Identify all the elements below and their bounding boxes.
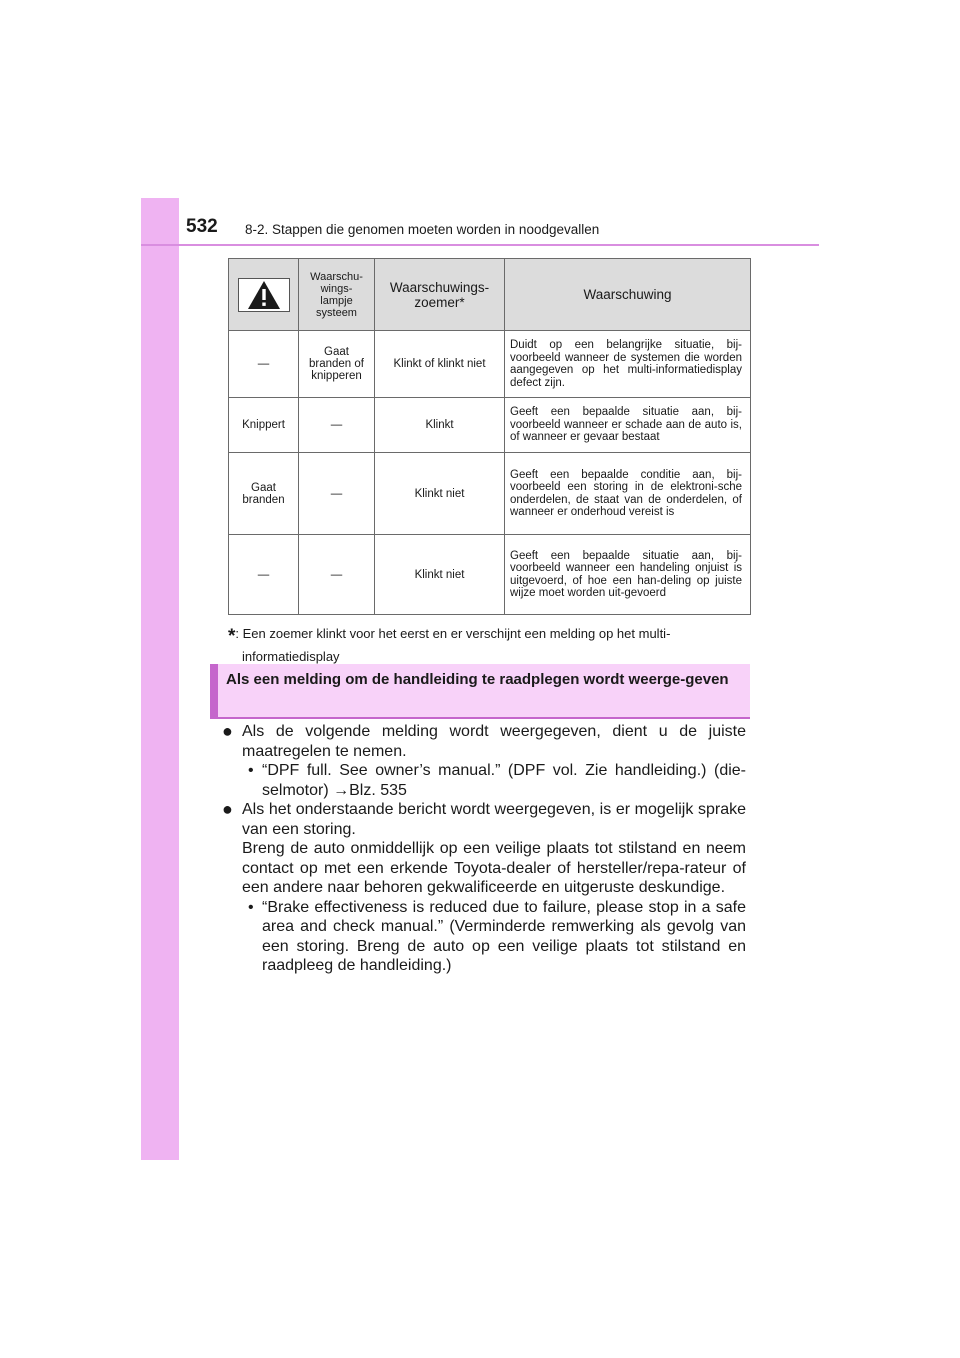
warning-cell: Geeft een bepaalde conditie aan, bij-voorbeeld een storing in de elektroni-sche onderdelen, de staat van de onderdelen, of wanneer er onderhoud vereist is bbox=[505, 453, 751, 535]
indicator-cell: — bbox=[229, 331, 299, 398]
list-item bbox=[222, 722, 746, 800]
header-rule bbox=[141, 244, 819, 246]
list-item bbox=[222, 800, 746, 976]
sub-bullet-text: “Brake effectiveness is reduced due to failure, please stop in a safe area and check manual.” (Verminderde remwerking als gevolg van een storing. Breng de auto op een veilige plaats tot stilstand en raadpleeg de handleiding.) bbox=[262, 898, 746, 974]
sub-bullet-icon: • bbox=[248, 762, 254, 779]
table-row bbox=[229, 535, 751, 615]
footnote bbox=[228, 624, 750, 667]
bullet-icon: ● bbox=[222, 799, 233, 819]
table-header-row bbox=[229, 259, 751, 331]
buzzer-cell: Klinkt bbox=[375, 398, 505, 453]
bullet-icon: ● bbox=[222, 721, 233, 741]
warning-triangle-icon bbox=[238, 278, 290, 312]
bullet-text: Als het onderstaande bericht wordt weergegeven, is er mogelijk sprake van een storing. bbox=[242, 801, 746, 838]
sub-list-item bbox=[248, 761, 746, 800]
table-row bbox=[229, 453, 751, 535]
lamp-header: Waarschu- wings- lampje systeem bbox=[299, 259, 375, 331]
table-row bbox=[229, 398, 751, 453]
side-tab-bar bbox=[141, 198, 179, 1160]
body-text bbox=[222, 722, 746, 976]
lamp-cell: — bbox=[299, 453, 375, 535]
indicator-cell: — bbox=[229, 535, 299, 615]
bullet-text: Als de volgende melding wordt weergegeven, dient u de juiste maatregelen te nemen. bbox=[242, 723, 746, 760]
buzzer-cell: Klinkt of klinkt niet bbox=[375, 331, 505, 398]
buzzer-cell: Klinkt niet bbox=[375, 453, 505, 535]
icon-header-cell bbox=[229, 259, 299, 331]
heading-rule bbox=[210, 717, 750, 719]
page-number: 532 bbox=[186, 216, 218, 237]
warning-table bbox=[228, 258, 751, 615]
footnote-marker: * bbox=[228, 626, 236, 647]
header-tab bbox=[141, 198, 179, 246]
lamp-cell: — bbox=[299, 535, 375, 615]
lamp-cell: — bbox=[299, 398, 375, 453]
indicator-cell: Gaat branden bbox=[229, 453, 299, 535]
warning-cell: Geeft een bepaalde situatie aan, bij-voorbeeld wanneer een handeling onjuist is uitgevoerd, of hoe een han-deling op juiste wijze moet worden uit-gevoerd bbox=[505, 535, 751, 615]
buzzer-header: Waarschuwings- zoemer* bbox=[375, 259, 505, 331]
footnote-line2: informatiedisplay bbox=[242, 649, 340, 664]
section-heading: Als een melding om de handleiding te raadplegen wordt weerge-geven bbox=[210, 664, 750, 717]
warning-header: Waarschuwing bbox=[505, 259, 751, 331]
footnote-line1: : Een zoemer klinkt voor het eerst en er verschijnt een melding op het multi- bbox=[235, 626, 671, 641]
lamp-cell: Gaat branden of knipperen bbox=[299, 331, 375, 398]
warning-cell: Duidt op een belangrijke situatie, bij-voorbeeld wanneer de systemen die worden aangegeven op het multi-informatiedisplay defect zijn. bbox=[505, 331, 751, 398]
table-row bbox=[229, 331, 751, 398]
sub-bullet-text: “DPF full. See owner’s manual.” (DPF vol. Zie handleiding.) (die-selmotor) →Blz. 535 bbox=[262, 762, 746, 799]
indicator-cell: Knippert bbox=[229, 398, 299, 453]
sub-list-item bbox=[248, 898, 746, 976]
sub-bullet-icon: • bbox=[248, 898, 254, 916]
bullet-continuation: Breng de auto onmiddellijk op een veilige plaats tot stilstand en neem contact op met een erkende Toyota-dealer of hersteller/repa-rateur of een andere naar behoren gekwalificeerde en uitgeruste deskundige. bbox=[242, 840, 746, 896]
buzzer-cell: Klinkt niet bbox=[375, 535, 505, 615]
warning-cell: Geeft een bepaalde situatie aan, bij-voorbeeld wanneer er schade aan de auto is, of wanneer er gevaar bestaat bbox=[505, 398, 751, 453]
section-title: 8-2. Stappen die genomen moeten worden in noodgevallen bbox=[245, 222, 600, 237]
